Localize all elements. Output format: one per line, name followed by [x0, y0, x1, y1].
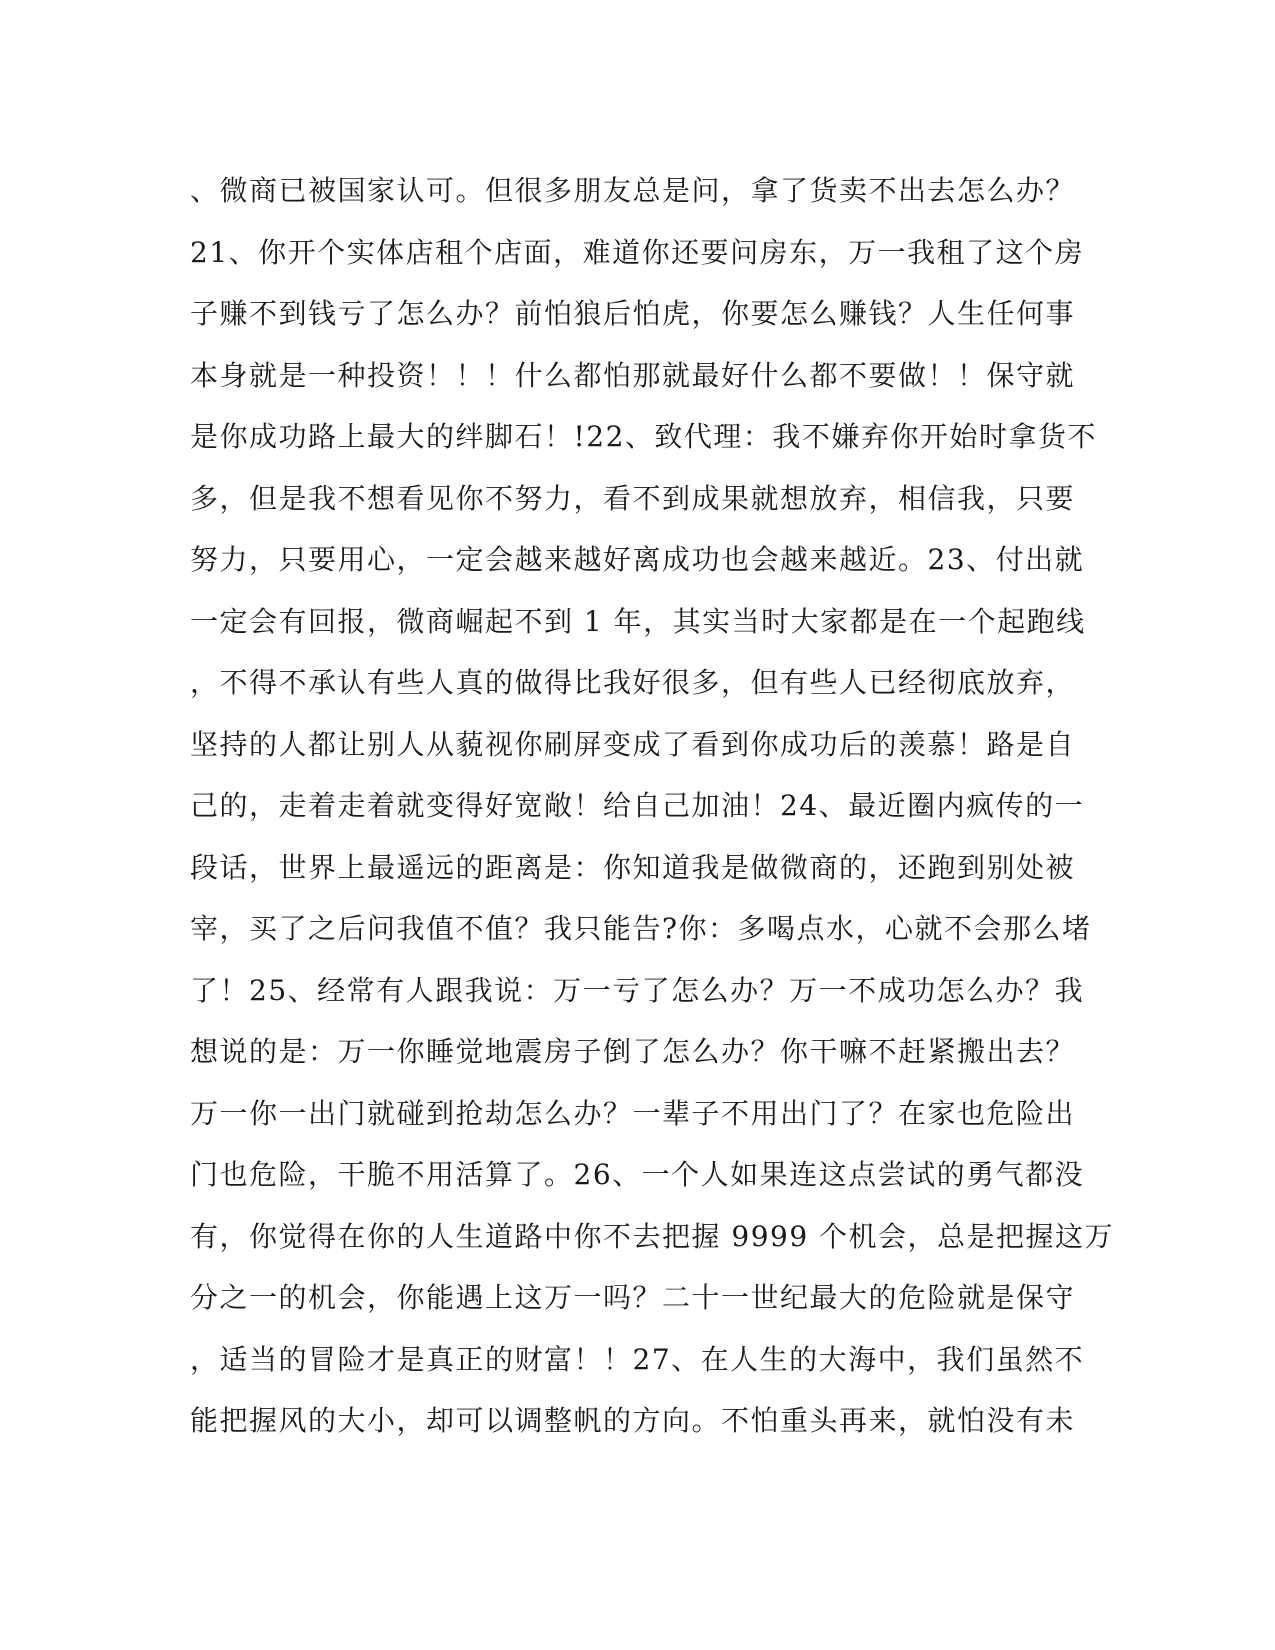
text-line-1: 、微商已被国家认可。但很多朋友总是问，拿了货卖不出去怎么办？	[190, 174, 1076, 207]
text-line-20: ，适当的冒险才是真正的财富！！27、在人生的大海中，我们虽然不	[190, 1342, 1085, 1376]
text-line-12: 段话，世界上最遥远的距离是：你知道我是做微商的，还跑到别处被	[190, 850, 1076, 884]
text-line-3: 子赚不到钱亏了怎么办？前怕狼后怕虎，你要怎么赚钱？人生任何事	[190, 297, 1076, 330]
text-line-4: 本身就是一种投资！！！什么都怕那就最好什么都不要做！！保守就	[190, 358, 1076, 392]
text-line-5: 是你成功路上最大的绊脚石！!22、致代理：我不嫌弃你开始时拿货不	[190, 420, 1097, 453]
text-line-21: 能把握风的大小，却可以调整帆的方向。不怕重头再来，就怕没有未	[190, 1404, 1076, 1437]
text-line-19: 分之一的机会，你能遇上这万一吗？二十一世纪最大的危险就是保守	[190, 1281, 1076, 1314]
text-line-2: 21、你开个实体店租个店面，难道你还要问房东，万一我租了这个房	[190, 235, 1085, 269]
text-line-7: 努力，只要用心，一定会越来越好离成功也会越来越近。23、付出就	[190, 543, 1085, 576]
text-line-10: 坚持的人都让别人从藐视你刷屏变成了看到你成功后的羡慕！路是自	[190, 727, 1076, 761]
text-line-11: 己的，走着走着就变得好宽敞！给自己加油！24、最近圈内疯传的一	[190, 789, 1085, 822]
text-line-15: 想说的是：万一你睡觉地震房子倒了怎么办？你干嘛不赶紧搬出去？	[190, 1035, 1076, 1068]
text-line-6: 多，但是我不想看见你不努力，看不到成果就想放弃，相信我，只要	[190, 481, 1076, 515]
text-line-13: 宰，买了之后问我值不值？我只能告?你：多喝点水，心就不会那么堵	[190, 912, 1092, 945]
text-line-16: 万一你一出门就碰到抢劫怎么办？一辈子不用出门了？在家也危险出	[190, 1096, 1076, 1130]
text-line-8: 一定会有回报，微商崛起不到 1 年，其实当时大家都是在一个起跑线	[190, 604, 1086, 638]
body-text	[190, 160, 1115, 1452]
text-line-17: 门也危险，干脆不用活算了。26、一个人如果连这点尝试的勇气都没	[190, 1158, 1085, 1191]
text-line-14: 了！25、经常有人跟我说：万一亏了怎么办？万一不成功怎么办？我	[190, 973, 1085, 1007]
text-line-9: ，不得不承认有些人真的做得比我好很多，但有些人已经彻底放弃，	[190, 666, 1076, 699]
text-line-18: 有，你觉得在你的人生道路中你不去把握 9999 个机会，总是把握这万	[190, 1219, 1115, 1253]
